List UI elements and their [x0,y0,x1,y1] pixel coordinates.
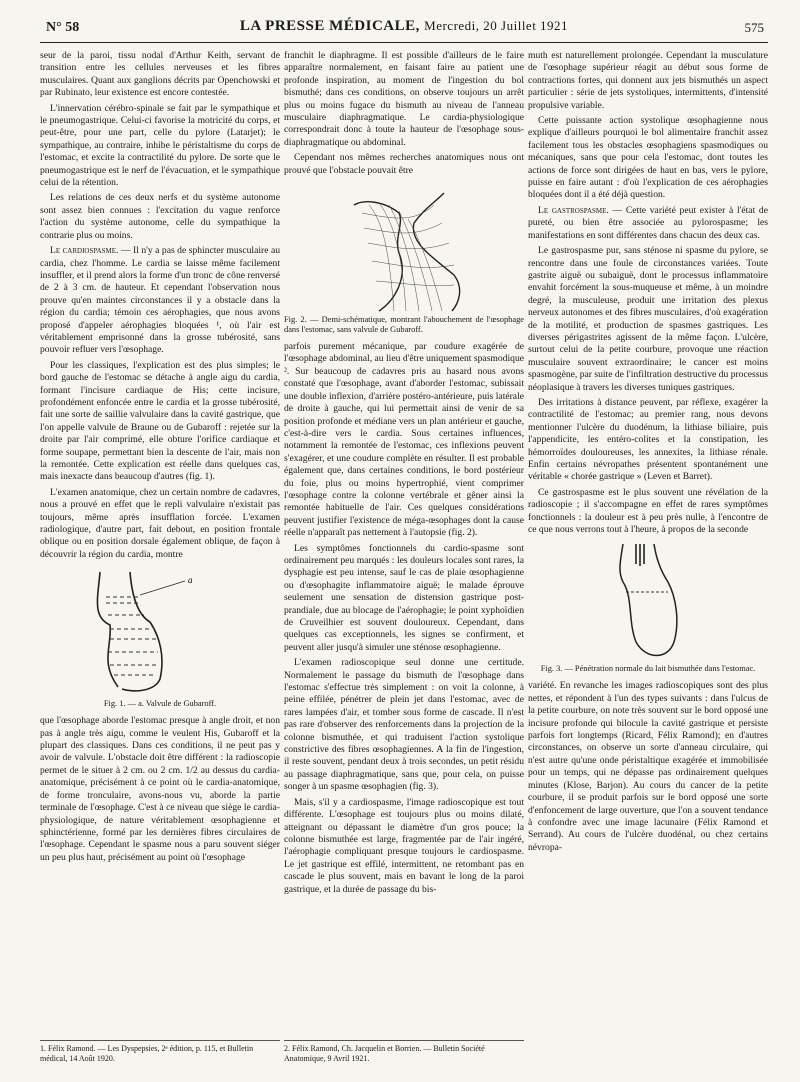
figure-2 [284,183,524,335]
paragraph: Pour les classiques, l'explication est des plus simples; le bord gauche de l'estomac se détache à angle aigu du cardia, formant l'incisure cardiaque de His; cette incisure, profondément enfoncée entre le cardia et la grosse tubérosité, fait une sorte de saillie valvulaire dans la cavité gastrique, que l'on appelle valvule de Braune ou de Gubaroff : rejetée sur la droite par l'air comprimé, elle obture l'orifice cardiaque et forme soupape, permettant bien la descente de l'air, mais non la remontée. Cette explication est réelle dans quelques cas, mais inexacte dans beaucoup d'autres (fig. 1). [40,359,280,483]
page-number: 575 [744,20,764,35]
paragraph: Les symptômes fonctionnels du cardio-spasme sont ordinairement peu marqués : les douleurs locales sont rares, la dysphagie est peu intense, sauf le cas de plaie œsophagienne ou d'œsophagite inflammatoire aiguë; le malade éprouve seulement une sensation de distension gastrique post-prandiale, due au blocage de l'aérophagie; le point xyphoïdien de Cruveilhier est souvent douloureux. Cependant, dans quelques cas exceptionnels, les signes se confirment, et peuvent aller jusqu'à simuler une sténose œsophagienne. [284,542,524,653]
journal-title [40,18,768,35]
column-1 [40,50,280,867]
paragraph: L'examen anatomique, chez un certain nombre de cadavres, nous a prouvé en effet que le repli valvulaire n'existait pas toujours, même après insufflation forcée. L'examen radiologique, d'autre part, fait debout, en position frontale oblique ou en position dorsale également oblique, de façon à découvrir la région du cardia, montre [40,486,280,560]
figure-1-caption: Fig. 1. — a. Valvule de Gubaroff. [103,699,217,709]
paragraph: seur de la paroi, tissu nodal d'Arthur Keith, servant de transition entre les cellules nerveuses et les fibres musculaires. Quant aux ganglions décrits par Openchowski et par Rubinato, leur existence est encore contestée. [40,50,280,99]
paragraph: que l'œsophage aborde l'estomac presque à angle droit, et non pas à angle très aigu, comme le veulent His, Gubaroff et la plupart des classiques. Dans ces conditions, il ne peut pas y avoir de valvule. L'obstacle doit être différent : la radioscopie permet de le situer à 2 cm. ou 2 cm. 1/2 au dessus du cardia-anatomique, précisément à ce point où le cardia-anatomique, de forme tronculaire, avons-nous vu, aborde la partie terminale de l'œsophage. C'est à ce niveau que siège le cardia-physiologique, de nature véritablement œsophagienne et sphinctérienne, formé par les dernières fibres circulaires de l'œsophage. Cependant le spasme nous a paru souvent siéger un peu plus haut, précisément au point où l'œsophage [40,715,280,863]
figure-3-illustration [528,542,768,662]
paragraph: L'examen radioscopique seul donne une certitude. Normalement le passage du bismuth de l'œsophage dans l'estomac s'effectue très simplement : on voit la colonne, à peine effilée, pénétrer de plein jet dans l'estomac, avec de rares lampées d'air, et tomber sous forme de cascade. Il n'est pas rare d'observer des renforcements dans la projection de la colonne bismuthée, et qui traduisent l'action systolique constrictive des fibres œsophagiennes. A la fin de l'ingestion, il reste souvent, pendant deux à trois secondes, un petit résidu au passage diaphragmatique, sans que, pour cela, on puisse songer à un spasme œsophagien (fig. 3). [284,657,524,793]
figure-1 [40,567,280,709]
paragraph: Mais, s'il y a cardiospasme, l'image radioscopique est tout différente. L'œsophage est toujours plus ou moins dilaté, atteignant ou dépassant le diamètre d'un gros pouce; la colonne bismuthée est large, fragmentée par de l'air ingéré, l'aérophagie compliquant presque toujours le cardiospasme. Le jet gastrique est effilé, intermittent, ne retombant pas en cascade le plus souvent, mais en bavant le long de la paroi gastrique, et la durée de passage du bis- [284,796,524,895]
paragraph: Le gastrospasme. — Cette variété peut exister à l'état de pureté, ou bien être associée au pylorospasme; les manifestations en sont différentes dans chacun des deux cas. [528,204,768,241]
figure-2-illustration [284,183,524,313]
paragraph: Les relations de ces deux nerfs et du système autonome sont assez bien connues : l'excitation du vague renforce l'action du système autonome, celle du sympathique la contrarie plus ou moins. [40,192,280,241]
paragraph: muth est naturellement prolongée. Cependant la musculature de l'œsophage supérieur réagit au début sous forme de contractions fortes, qui donnent aux jets bismuthés un aspect particulier : série de jets systoliques, intermittents, d'intensité propulsive variable. [528,50,768,111]
paragraph: Le cardiospasme. — Il n'y a pas de sphincter musculaire au cardia, chez l'homme. Le cardia se laisse même facilement insuffler, et il prend alors la forme d'un tronc de cône renversé de 2 à 3 cm. de hauteur. Et cependant l'observation nous prouve qu'en maintes circonstances il y a obstacle dans la région du cardia; témoin ces aérophagies, que nous avons proposé d'appeler aérophagies bloquées ¹, où l'air est véritablement emprisonné dans la grosse tubérosité, sans pouvoir refluer vers l'œsophage. [40,245,281,356]
footnote-1: 1. Félix Ramond. — Les Dyspepsies, 2ᵉ édition, p. 115, et Bulletin médical, 14 Août 1920. [40,1040,280,1064]
figure-1-illustration [40,567,280,697]
paragraph: variété. En revanche les images radioscopiques sont des plus nettes, et répondent à l'un des types suivants : dans l'ulcus de la petite courbure, on note très souvent sur le bord opposé une incisure profonde qui bilocule la cavité gastrique et persiste parfois fort longtemps (Ricard, Félix Ramond); en d'autres circonstances, on observe un sorte d'anneau circulaire, qui n'est autre qu'une onde péristaltique exagérée et immobilisée pour un temps, qui ne dépasse pas ordinairement quelques minutes (Klose, Barjon). Au cours du cancer de la petite courbure, il se produit parfois sur le bord opposé une sorte d'enfoncement de large ouverture, que l'on a souvent tendance à confondre avec une image lacunaire (Félix Ramond et Serrand). Au cours de l'ulcère duodénal, ou chez certains névropa- [528,680,768,853]
figure-3-caption: Fig. 3. — Pénétration normale du lait bismuthée dans l'estomac. [540,664,756,674]
paragraph: franchit le diaphragme. Il est possible d'ailleurs de le faire apparaître normalement, en faisant faire au patient une profonde inspiration, au moment de l'ingestion du bol bismuthé; dans ces conditions, on observe toujours un arrêt plus ou moins fugace du bismuth au niveau de l'anneau musculaire diaphragmatique. Le cardia-physiologique correspondrait donc à toute la hauteur de l'œsophage sous-diaphragmatique ou abdominal. [284,50,524,148]
paragraph: parfois purement mécanique, par coudure exagérée de l'œsophage abdominal, au lieu d'être uniquement spasmodique ². Sur beaucoup de cadavres pris au hasard nous avons constaté que l'œsophage, avant d'aborder l'estomac, subissait une double inflexion, d'arrière postéro-antérieure, puis latérale de droite à gauche, qui lui permettait ainsi de venir de sa position profonde et médiane vers un plan antérieur et gauche, c'est-à-dire vers le cardia. Sous certaines influences, notamment la remontée de l'estomac, ces inflexions peuvent s'exagérer, et une coudure complète en résulter. Il est probable également que, dans certaines conditions, le bord postérieur du foie, plus ou moins hypertrophié, vient comprimer l'œsophage contre la colonne vertébrale et gêner ainsi la remontée habituelle de l'air. Ces quelques considérations peuvent justifier l'existence de méga-œsophages dont la cause réelle n'apparaît pas nettement à l'autopsie (fig. 2). [284,341,524,539]
paragraph: Le gastrospasme pur, sans sténose ni spasme du pylore, se rencontre dans une foule de circonstances variées. Toute gastrite aiguë ou subaiguë, dont le processus inflammatoire envahit forcément la sous-muqueuse et même, à un moindre degré, la musculeuse, produit une irritation des plexus nerveux autonomes et des fibres musculaires, d'où exagération de la motilité, et production de spasmes gastriques. Les diverses périgastrites agissent de la même façon. L'ulcère, surtout celui de la petite courbure, provoque une réaction musculaire souvent extraordinaire; le cancer est moins spasmogène, par suite de l'infiltration destructive du processus néoplasique à travers les diverses tuniques gastriques. [528,245,768,393]
figure-3 [528,542,768,674]
paragraph: L'innervation cérébro-spinale se fait par le sympathique et le pneumogastrique. Celui-ci favorise la motricité du corps, et peut-être, pour une part, celle du pylore (Latarjet); le sympathique, au contraire, inhibe le péristaltisme du corps de l'estomac, et excite la contractilité du pylore. De sorte que le pneumogastrique est le nerf de l'évacuation, et le sympathique celui de la rétention. [40,102,280,189]
issue-date: Mercredi, 20 Juillet 1921 [424,18,569,33]
column-2 [284,50,524,899]
figure-1-label: a [188,575,193,586]
figure-2-caption: Fig. 2. — Demi-schématique, montrant l'abouchement de l'œsophage dans l'estomac, sans valvule de Gubaroff. [284,315,524,335]
column-3 [528,50,768,857]
section-heading: Le gastrospasme. [538,204,609,216]
footnote-2: 2. Félix Ramond, Ch. Jacquelin et Borrien. — Bulletin Société Anatomique, 9 Avril 1921. [284,1040,524,1064]
section-heading: Le cardiospasme. [50,245,119,257]
paragraph: Cette puissante action systolique œsophagienne nous explique d'ailleurs pourquoi le bol alimentaire franchit assez facilement tous les obstacles œsophagiens spasmodiques ou mécaniques, sans que pour cela l'estomac, dont toutes les actions de force sont dirigées de haut en bas, vers le pylore, puisse en faire autant : d'où l'explication de ces aérophagies bloquées dont il a été déjà question. [528,115,768,201]
paragraph: Ce gastrospasme est le plus souvent une révélation de la radioscopie ; il s'accompagne en effet de rares symptômes fonctionnels : la douleur est à peu près nulle, à l'encontre de ce que nous verrons tout à l'heure, à propos de la seconde [528,486,768,536]
paragraph: Cependant nos mêmes recherches anatomiques nous ont prouvé que l'obstacle pouvait être [284,152,524,176]
issue-number: N° 58 [46,20,80,35]
paragraph: Des irritations à distance peuvent, par réflexe, exagérer la contractilité de l'estomac; au premier rang, nous devons mentionner l'ulcère du duodénum, la lithiase biliaire, puis l'appendicite, les entéro-colites et la constipation, les hémorroïdes douloureuses, les annexites, la lithiase rénale. Enfin certains névropathes présentent spontanément une véritable « chorée gastrique » (Leven et Barret). [528,396,768,483]
page-header [40,16,768,43]
journal-name: LA PRESSE MÉDICALE, [239,18,420,34]
